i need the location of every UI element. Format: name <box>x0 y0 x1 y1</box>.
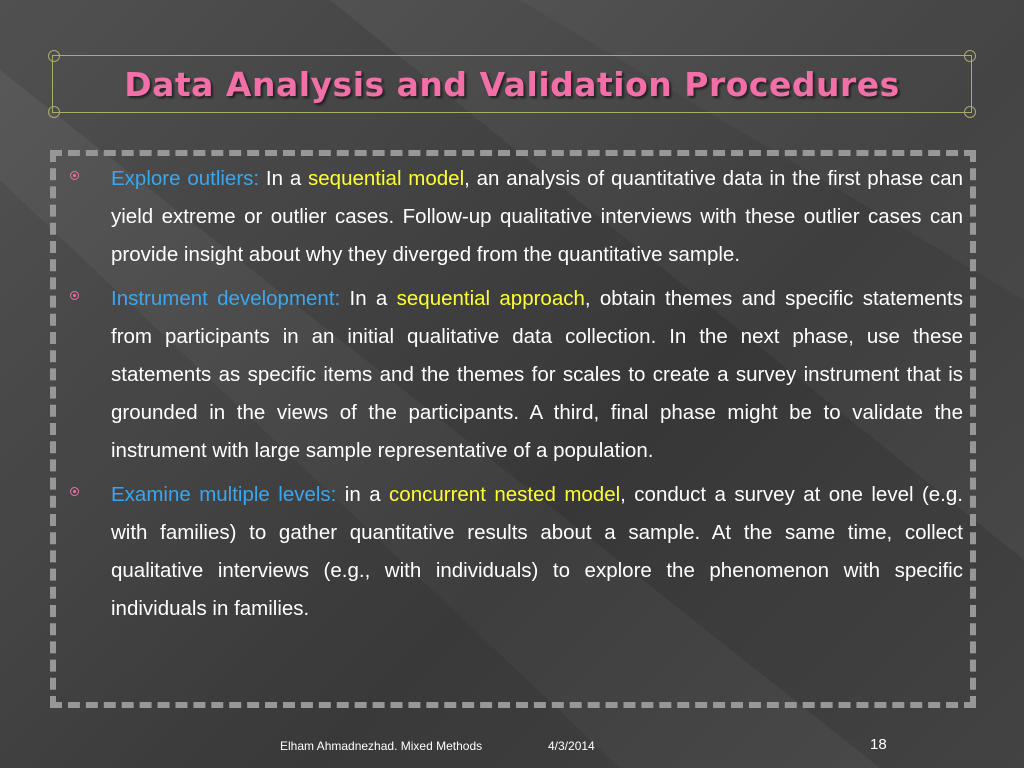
footer-date: 4/3/2014 <box>548 739 595 753</box>
slide-title: Data Analysis and Validation Procedures <box>124 65 900 104</box>
bullet-lead: Explore outliers: <box>111 167 260 190</box>
list-item <box>70 280 963 470</box>
bullet-pre: In a <box>340 287 397 310</box>
bullet-icon <box>70 487 79 496</box>
list-item <box>70 476 963 628</box>
bullet-text <box>111 280 963 470</box>
bullet-highlight: sequential model <box>308 167 465 190</box>
bullet-text <box>111 160 963 274</box>
bullet-lead: Examine multiple levels: <box>111 483 337 506</box>
bullet-text <box>111 476 963 628</box>
bullet-pre: in a <box>336 483 390 506</box>
list-item <box>70 160 963 274</box>
bullet-highlight: concurrent nested model <box>389 483 621 506</box>
bullet-icon <box>70 171 79 180</box>
bullet-icon <box>70 291 79 300</box>
footer-author: Elham Ahmadnezhad. Mixed Methods <box>280 739 483 753</box>
bullet-pre: In a <box>259 167 309 190</box>
bullet-highlight: sequential approach <box>396 287 585 310</box>
bullet-body: , an analysis of quantitative data in the first phase can yield extreme or outlier cases. Follow-up qualitative interviews with these outlier cases can provide insight about why they diverged from the quantitative sample. <box>111 167 964 266</box>
page-number: 18 <box>870 736 887 753</box>
bullet-list <box>70 160 963 634</box>
bullet-body: , obtain themes and specific statements from participants in an initial qualitative data collection. In the next phase, use these statements as specific items and the themes for scales to create a survey instrument that is grounded in the views of the participants. A third, final phase might be to validate the instrument with large sample representative of a population. <box>111 287 963 462</box>
bullet-lead: Instrument development: <box>111 287 341 310</box>
bullet-body: , conduct a survey at one level (e.g. with families) to gather quantitative results about a sample. At the same time, collect qualitative interviews (e.g., with individuals) to explore the phenomenon with specific individuals in families. <box>111 483 963 620</box>
